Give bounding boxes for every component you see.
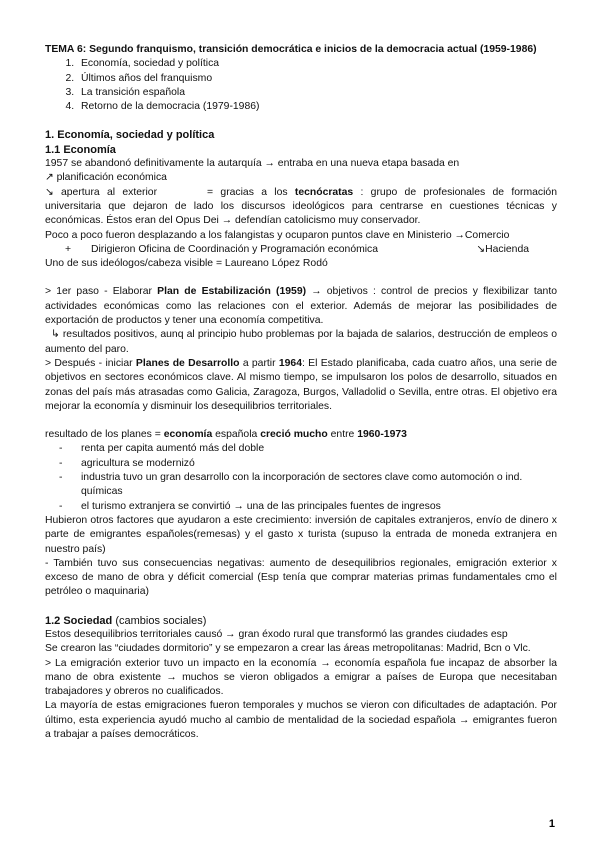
paragraph: ↗ planificación económica: [45, 172, 167, 184]
paragraph: Se crearon las “ciudades dormitorio” y se empezaron a crear las áreas metropolitanas: Madrid, Bcn o Vlc.: [45, 643, 531, 655]
toc-item: 3. La transición española: [77, 86, 557, 100]
text-span: (cambios sociales): [112, 614, 207, 627]
subsection-heading: 1.1 Economía: [45, 143, 116, 156]
text-span: ↘Hacienda: [476, 243, 529, 255]
paragraph: [45, 428, 557, 442]
paragraph: [45, 285, 557, 328]
text-span: : El Estado planificaba, cada cuatro años, una serie de objetivos en sectores económicos clave. Al mismo tiempo, se impulsaron los polos de desarrollo, situados en zonas del país más atrasadas como Galicia, Zaragoza, Burgos, Valladolid o Sevilla, entre otras. El objetivo era mejorar la economía y disminuir los desequilibrios territoriales.: [45, 357, 557, 412]
paragraph: [45, 357, 557, 414]
results-list: [45, 442, 557, 513]
list-item: - agricultura se modernizó: [45, 457, 557, 471]
paragraph: [45, 186, 557, 229]
page-number: 1: [548, 818, 555, 830]
text-span: española: [212, 429, 261, 441]
toc-item: 1. Economía, sociedad y política: [77, 57, 557, 71]
paragraph: Poco a poco fueron desplazando a los falangistas y ocuparon puntos clave en Ministerio →Comercio: [45, 229, 510, 241]
table-of-contents: [45, 57, 557, 114]
text-span: entre: [327, 429, 358, 441]
text-span: Dirigieron Oficina de Coordinación y Programación económica: [91, 243, 379, 255]
list-item: - renta per capita aumentó más del doble: [45, 442, 557, 456]
paragraph: La mayoría de estas emigraciones fueron temporales y muchos se vieron con dificultades de adaptación. Por último, esta experiencia ayudó mucho al cambio de mentalidad de la sociedad española → emigrantes fueron a trabajar a países democráticos.: [45, 700, 557, 741]
subsection-heading: [45, 614, 557, 628]
text-span: a partir: [239, 357, 279, 369]
bold-term: 1964: [278, 357, 302, 369]
list-item: - el turismo extranjera se convirtió → una de las principales fuentes de ingresos: [45, 500, 557, 514]
plus-bullet: +: [65, 243, 72, 255]
paragraph: Hubieron otros factores que ayudaron a este crecimiento: inversión de capitales extranjeros, envío de dinero x parte de emigrantes españoles(remesas) y el gasto x turista (supuso la entrada de moneda extranjera en nuestro país): [45, 514, 557, 555]
paragraph: Estos desequilibrios territoriales causó → gran éxodo rural que transformó las grandes ciudades esp: [45, 628, 508, 640]
bold-term: Planes de Desarrollo: [135, 357, 240, 369]
list-item: [45, 243, 557, 257]
document-title: TEMA 6: Segundo franquismo, transición democrática e inicios de la democracia actual (1959-1986): [45, 44, 537, 55]
text-span: > Después - iniciar: [45, 357, 136, 369]
bold-term: economía: [163, 429, 213, 441]
text-span: = gracias a los: [207, 186, 295, 198]
list-item: - industria tuvo un gran desarrollo con la incorporación de sectores clave como automoción o ind. químicas: [45, 471, 557, 500]
bold-term: 1.2 Sociedad: [45, 614, 113, 627]
section-heading: 1. Economía, sociedad y política: [45, 129, 215, 142]
text-span: > 1er paso - Elaborar: [45, 286, 158, 298]
paragraph: Uno de sus ideólogos/cabeza visible = Laureano López Rodó: [45, 258, 328, 270]
paragraph: - También tuvo sus consecuencias negativas: aumento de desequilibrios regionales, emigración exterior x exceso de mano de obra y déficit comercial (Esp tenía que comprar materias primas fundamentales cmo el petróleo o maquinaria): [45, 557, 557, 598]
text-span: → objetivos : control de precios y flexibilizar tanto actividades económicas como las relaciones con el exterior. Además de mejorar las posibilidades de exportación de productos y tener una economía competitiva.: [45, 286, 557, 327]
toc-item: 4. Retorno de la democracia (1979-1986): [77, 100, 557, 114]
paragraph: ↳ resultados positivos, aunq al principio hubo problemas por la bajada de salarios, destrucción de empleos o aumento del paro.: [45, 329, 557, 355]
bold-term: tecnócratas: [294, 186, 354, 198]
paragraph: 1957 se abandonó definitivamente la autarquía → entraba en una nueva etapa basada en: [45, 158, 460, 170]
paragraph: > La emigración exterior tuvo un impacto en la economía → economía española fue incapaz de absorber la mano de obra existente → muchos se vieron obligados a emigrar a países de Europa que necesitaban trabajadores y obreros no cualificados.: [45, 657, 557, 698]
toc-item: 2. Últimos años del franquismo: [77, 72, 557, 86]
bold-term: creció mucho: [260, 429, 328, 441]
document-page: [45, 43, 557, 742]
text-span: resultado de los planes =: [45, 429, 164, 441]
text-span: ↘ apertura al exterior: [45, 186, 158, 198]
bold-term: 1960-1973: [357, 429, 407, 441]
text-span: : grupo de profesionales de formación universitaria que dejaron de lado los discursos ideológicos para centrarse en cuestiones técnicas y económicas. Éstos eran del Opus Dei → defendían catolicismo muy conservador.: [45, 186, 557, 227]
bold-term: Plan de Estabilización (1959): [157, 286, 307, 298]
